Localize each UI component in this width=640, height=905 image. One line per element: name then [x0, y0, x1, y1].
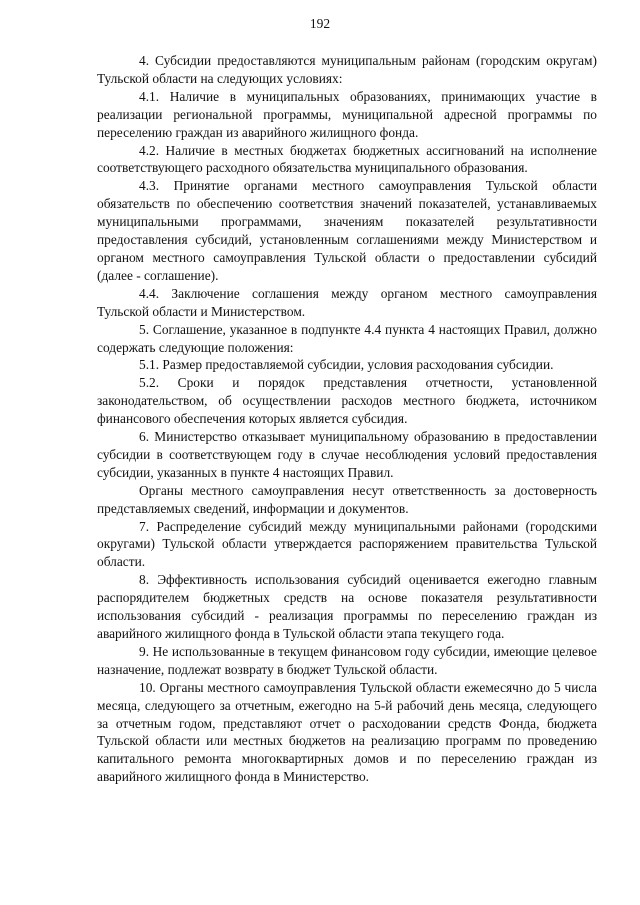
- paragraph-4-1: 4.1. Наличие в муниципальных образованиях, принимающих участие в реализации региональной программы, муниципальной адресной программы по переселению граждан из аварийного жилищного фонда.: [97, 88, 597, 140]
- paragraph-5-1: 5.1. Размер предоставляемой субсидии, условия расходования субсидии.: [139, 357, 554, 373]
- paragraph-7: 7. Распределение субсидий между муниципальными районами (городскими округами) Тульской области утверждается распоряжением правительства Тульской области.: [97, 518, 597, 570]
- paragraph-9: 9. Не использованные в текущем финансовом году субсидии, имеющие целевое назначение, подлежат возврату в бюджет Тульской области.: [97, 643, 597, 677]
- paragraph-10: 10. Органы местного самоуправления Тульской области ежемесячно до 5 числа месяца, следующего за отчетным, ежегодно на 5-й рабочий день месяца, следующего за отчетным годом, представляют отчет о расходовании средств Фонда, бюджета Тульской области или местных бюджетов на реализацию программ по проведению капитального ремонта многоквартирных домов и по переселению граждан из аварийного жилищного фонда в Министерство.: [97, 679, 597, 785]
- paragraph-5-2: 5.2. Сроки и порядок представления отчетности, установленной законодательством, об осуществлении расходов местного бюджета, источником финансового обеспечения которых является субсидия.: [97, 375, 597, 427]
- page-number: 192: [309, 16, 331, 31]
- document-body: [97, 52, 597, 786]
- paragraph-6: 6. Министерство отказывает муниципальному образованию в предоставлении субсидии в соответствующем году в случае несоблюдения условий предоставления субсидии, указанных в пункте 4 настоящих Правил.: [97, 429, 597, 480]
- paragraph-6-responsibility: Органы местного самоуправления несут ответственность за достоверность представляемых сведений, информации и документов.: [97, 482, 597, 516]
- paragraph-5: 5. Соглашение, указанное в подпункте 4.4 пункта 4 настоящих Правил, должно содержать следующие положения:: [97, 321, 597, 355]
- paragraph-4-2: 4.2. Наличие в местных бюджетах бюджетных ассигнований на исполнение соответствующего расходного обязательства муниципального образования.: [97, 142, 597, 176]
- paragraph-4-3: 4.3. Принятие органами местного самоуправления Тульской области обязательств по обеспечению соответствия значений показателей, устанавливаемых муниципальными программами, значениям показателей результативности предоставления субсидий, установленным соглашениями между Министерством и органом местного самоуправления Тульской области о предоставлении субсидий (далее - соглашение).: [97, 178, 597, 283]
- paragraph-4-4: 4.4. Заключение соглашения между органом местного самоуправления Тульской области и Министерством.: [97, 285, 597, 319]
- paragraph-8: 8. Эффективность использования субсидий оценивается ежегодно главным распорядителем бюджетных средств на основе показателя результативности использования субсидий - реализация программы по переселению граждан из аварийного жилищного фонда в Тульской области этапа текущего года.: [97, 572, 597, 641]
- paragraph-4: 4. Субсидии предоставляются муниципальным районам (городским округам) Тульской области на следующих условиях:: [97, 53, 597, 86]
